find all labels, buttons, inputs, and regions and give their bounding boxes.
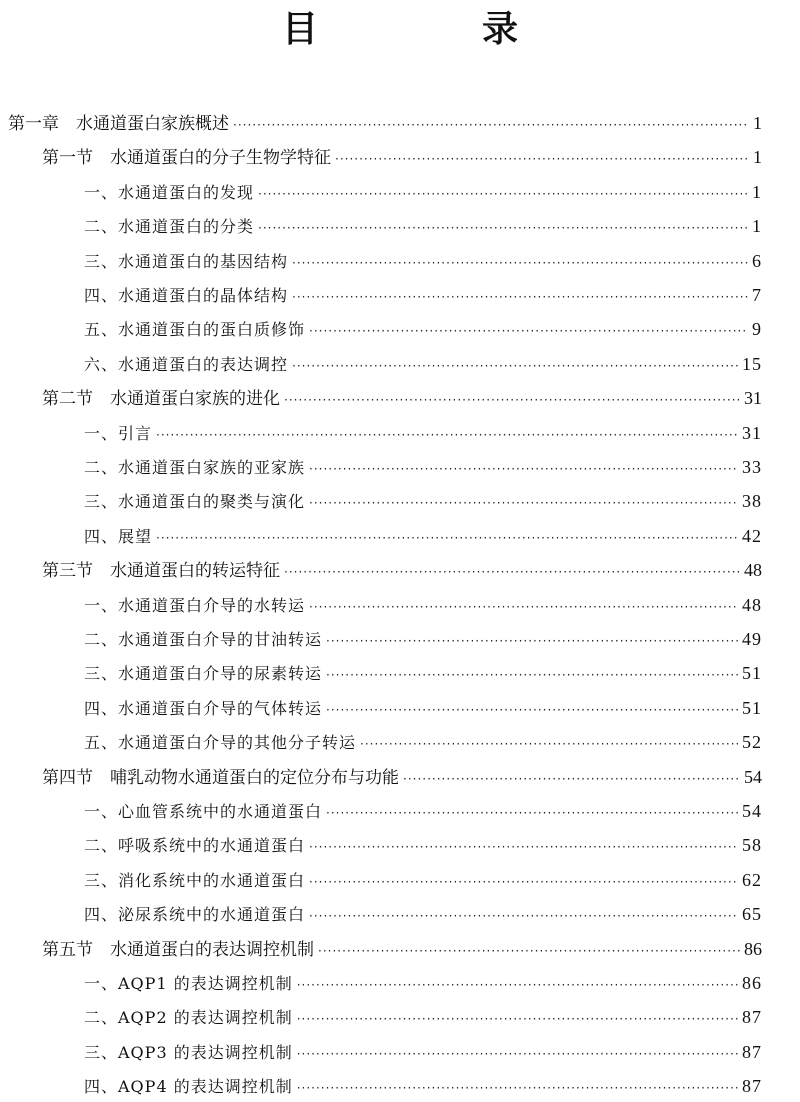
toc-page-number: 54 (744, 766, 762, 787)
toc-entry-label: 第三节 水通道蛋白的转运特征 (42, 561, 280, 582)
toc-subsection-row[interactable] (84, 213, 762, 239)
toc-page-number: 86 (742, 973, 762, 993)
toc-entry-label: 三、水通道蛋白的基因结构 (84, 251, 289, 271)
toc-subsection-row[interactable] (84, 1004, 762, 1030)
toc-subsection-row[interactable] (84, 901, 762, 927)
toc-subsection-row[interactable] (84, 626, 762, 652)
toc-section-row[interactable] (42, 385, 762, 411)
toc-page-number: 87 (742, 1007, 762, 1028)
toc-chapter-row[interactable] (8, 110, 762, 136)
toc-leader-dots (258, 215, 748, 241)
toc-subsection-row[interactable] (84, 695, 762, 721)
toc-entry-label: 第四节 哺乳动物水通道蛋白的定位分布与功能 (42, 767, 399, 788)
toc-subsection-row[interactable] (84, 660, 762, 686)
toc-leader-dots (309, 318, 748, 344)
toc-leader-dots (326, 662, 738, 688)
toc-page-number: 51 (742, 697, 762, 718)
toc-entry-label: 二、水通道蛋白介导的甘油转运 (84, 630, 323, 649)
toc-page-number: 33 (742, 457, 762, 477)
toc-entry-label: 四、AQP4 的表达调控机制 (84, 1077, 293, 1097)
toc-leader-dots (335, 146, 749, 172)
toc-subsection-row[interactable] (84, 798, 762, 824)
toc-leader-dots (233, 112, 749, 138)
toc-entry-label: 一、引言 (84, 423, 153, 443)
toc-leader-dots (292, 353, 738, 379)
toc-page-number: 49 (742, 629, 762, 649)
toc-leader-dots (284, 387, 740, 413)
toc-leader-dots (326, 697, 738, 723)
toc-leader-dots (309, 834, 738, 860)
toc-subsection-row[interactable] (84, 1039, 762, 1065)
toc-page-number: 54 (742, 801, 762, 821)
toc-page-number: 65 (742, 904, 762, 925)
toc-page-number: 31 (744, 388, 762, 409)
toc-subsection-row[interactable] (84, 867, 762, 893)
toc-subsection-row[interactable] (84, 454, 762, 480)
toc-entry-label: 三、消化系统中的水通道蛋白 (84, 870, 306, 890)
toc-page-number: 42 (742, 525, 762, 546)
toc-page-number: 87 (742, 1041, 762, 1062)
toc-leader-dots (326, 628, 738, 654)
toc-page-number: 58 (742, 835, 762, 856)
toc-entry-label: 四、泌尿系统中的水通道蛋白 (84, 905, 306, 925)
toc-page-number: 15 (742, 353, 762, 374)
toc-leader-dots (258, 181, 748, 207)
toc-entry-label: 四、水通道蛋白介导的气体转运 (84, 698, 323, 718)
toc-subsection-row[interactable] (84, 420, 762, 446)
toc-page-number: 31 (742, 422, 762, 443)
toc-leader-dots (403, 766, 740, 792)
toc-leader-dots (360, 731, 738, 757)
toc-entry-label: 一、AQP1 的表达调控机制 (84, 974, 293, 993)
toc-entry-label: 五、水通道蛋白的蛋白质修饰 (84, 320, 306, 340)
toc-entry-label: 二、AQP2 的表达调控机制 (84, 1008, 293, 1028)
toc-page-number: 51 (742, 663, 762, 684)
toc-leader-dots (309, 594, 738, 620)
toc-leader-dots (309, 490, 738, 516)
toc-leader-dots (309, 869, 738, 895)
toc-subsection-row[interactable] (84, 351, 762, 377)
toc-entry-label: 二、水通道蛋白家族的亚家族 (84, 458, 306, 477)
toc-section-row[interactable] (42, 144, 762, 170)
toc-leader-dots (284, 559, 740, 585)
toc-page-number: 9 (752, 319, 762, 340)
toc-subsection-row[interactable] (84, 1073, 762, 1099)
toc-page-number: 1 (753, 147, 762, 168)
toc-entry-label: 二、呼吸系统中的水通道蛋白 (84, 836, 306, 856)
toc-subsection-row[interactable] (84, 970, 762, 996)
toc-page-number: 48 (744, 560, 762, 581)
toc-page-number: 86 (744, 938, 762, 959)
toc-subsection-row[interactable] (84, 832, 762, 858)
toc-entry-label: 第一章 水通道蛋白家族概述 (8, 114, 229, 134)
toc-section-row[interactable] (42, 557, 762, 583)
toc-leader-dots (309, 456, 738, 482)
toc-entry-label: 四、展望 (84, 526, 153, 546)
toc-subsection-row[interactable] (84, 248, 762, 274)
toc-entry-label: 六、水通道蛋白的表达调控 (84, 354, 289, 374)
toc-page-number: 7 (752, 285, 762, 305)
toc-leader-dots (326, 800, 738, 826)
toc-leader-dots (309, 903, 738, 929)
toc-page-number: 48 (742, 594, 762, 615)
toc-page-number: 38 (742, 491, 762, 512)
toc-page-number: 87 (742, 1076, 762, 1097)
toc-page-number: 62 (742, 869, 762, 890)
toc-entry-label: 五、水通道蛋白介导的其他分子转运 (84, 733, 357, 753)
toc-leader-dots (297, 1006, 738, 1032)
toc-entry-label: 第一节 水通道蛋白的分子生物学特征 (42, 148, 331, 169)
toc-leader-dots (292, 284, 748, 310)
toc-entry-label: 一、水通道蛋白介导的水转运 (84, 595, 306, 615)
toc-section-row[interactable] (42, 764, 762, 790)
toc-subsection-row[interactable] (84, 729, 762, 755)
toc-subsection-row[interactable] (84, 316, 762, 342)
toc-entry-label: 三、水通道蛋白的聚类与演化 (84, 492, 306, 512)
toc-leader-dots (297, 972, 738, 998)
toc-entry-label: 第五节 水通道蛋白的表达调控机制 (42, 939, 314, 960)
toc-subsection-row[interactable] (84, 523, 762, 549)
toc-leader-dots (297, 1075, 738, 1101)
toc-page-number: 1 (752, 181, 762, 202)
toc-subsection-row[interactable] (84, 282, 762, 308)
page-title: 目 录 (281, 8, 582, 50)
toc-entry-label: 一、心血管系统中的水通道蛋白 (84, 802, 323, 821)
toc-entry-label: 二、水通道蛋白的分类 (84, 217, 255, 237)
toc-leader-dots (156, 422, 738, 448)
toc-page-number: 1 (752, 216, 762, 237)
toc-leader-dots (297, 1041, 738, 1067)
toc-subsection-row[interactable] (84, 179, 762, 205)
toc-leader-dots (156, 525, 738, 551)
toc-page-number: 52 (742, 732, 762, 753)
toc-page-number: 1 (753, 113, 762, 133)
toc-subsection-row[interactable] (84, 488, 762, 514)
toc-leader-dots (318, 938, 740, 964)
toc-entry-label: 四、水通道蛋白的晶体结构 (84, 286, 289, 305)
toc-subsection-row[interactable] (84, 592, 762, 618)
toc-entry-label: 三、水通道蛋白介导的尿素转运 (84, 664, 323, 684)
toc-entry-label: 第二节 水通道蛋白家族的进化 (42, 389, 280, 410)
toc-entry-label: 三、AQP3 的表达调控机制 (84, 1042, 293, 1062)
toc-leader-dots (292, 250, 748, 276)
toc-entry-label: 一、水通道蛋白的发现 (84, 182, 255, 202)
toc-section-row[interactable] (42, 936, 762, 962)
toc-page-number: 6 (752, 250, 762, 271)
